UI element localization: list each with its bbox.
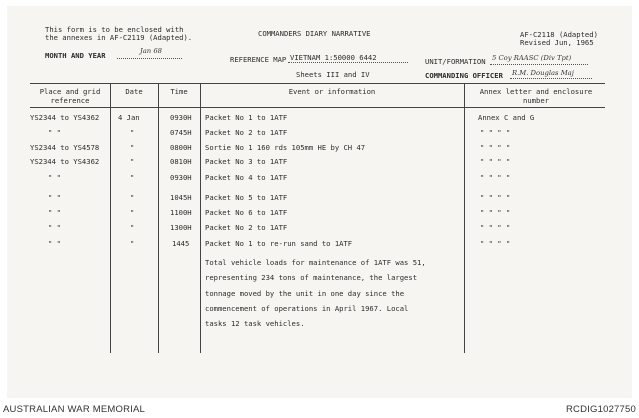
col-header-time: Time	[170, 87, 188, 96]
row-place: " "	[48, 173, 61, 182]
row-time: 0745H	[170, 128, 192, 137]
narrative-line: representing 234 tons of maintenance, the largest	[205, 273, 418, 282]
row-place: " "	[48, 193, 61, 202]
col-divider-1	[110, 83, 111, 353]
row-annex: " " " "	[480, 157, 511, 166]
row-date: "	[130, 128, 135, 137]
row-event: Packet No 2 to 1ATF	[205, 128, 288, 137]
row-annex: " " " "	[480, 128, 511, 137]
form-title: COMMANDERS DIARY NARRATIVE	[258, 29, 371, 38]
reference-map-dots	[288, 62, 408, 63]
row-date: "	[130, 157, 135, 166]
month-year-value: Jan 68	[140, 47, 162, 55]
col-divider-2	[158, 83, 159, 353]
col-divider-4	[464, 83, 465, 353]
row-place: YS2344 to YS4578	[30, 143, 100, 152]
narrative-line: Total vehicle loads for maintenance of 1ATF was 51,	[205, 258, 426, 267]
row-date: "	[130, 223, 135, 232]
footer-archive-name: AUSTRALIAN WAR MEMORIAL	[3, 404, 146, 415]
month-year-label: MONTH AND YEAR	[45, 51, 106, 60]
row-time: 1100H	[170, 208, 192, 217]
row-annex: " " " "	[480, 193, 511, 202]
row-place: " "	[48, 239, 61, 248]
row-event: Packet No 1 to 1ATF	[205, 113, 288, 122]
narrative-line: tonnage moved by the unit in one day since the	[205, 289, 405, 298]
narrative-line: commencement of operations in April 1967. Local	[205, 304, 409, 313]
co-dots	[510, 78, 592, 79]
col-header-event: Event or information	[288, 87, 376, 96]
month-year-dots	[117, 58, 182, 59]
row-event: Packet No 4 to 1ATF	[205, 173, 288, 182]
unit-dots	[490, 64, 588, 65]
row-event: Packet No 2 to 1ATF	[205, 223, 288, 232]
row-place: YS2344 to YS4362	[30, 113, 100, 122]
row-event: Packet No 3 to 1ATF	[205, 157, 288, 166]
row-time: 1045H	[170, 193, 192, 202]
row-place: " "	[48, 208, 61, 217]
narrative-line: tasks 12 task vehicles.	[205, 319, 305, 328]
footer-record-id: RCDIG1027750	[566, 404, 636, 415]
row-annex: " " " "	[480, 239, 511, 248]
row-time: 0930H	[170, 173, 192, 182]
co-label: COMMANDING OFFICER	[425, 71, 503, 80]
col-header-date: Date	[125, 87, 143, 96]
form-revised: Revised Jun, 1965	[520, 38, 594, 47]
row-time: 0930H	[170, 113, 192, 122]
col-divider-3	[200, 83, 201, 353]
row-event: Packet No 6 to 1ATF	[205, 208, 288, 217]
col-header-annex: Annex letter and enclosure number	[479, 87, 593, 105]
reference-map-value: VIETNAM 1:50000 6442	[290, 53, 377, 62]
row-date: "	[130, 143, 135, 152]
row-time: 0800H	[170, 143, 192, 152]
form-note-line-2: the annexes in AF-C2119 (Adapted).	[45, 33, 193, 42]
co-value: R.M. Douglas Maj	[512, 69, 574, 77]
row-event: Packet No 5 to 1ATF	[205, 193, 288, 202]
reference-map-label: REFERENCE MAP	[230, 55, 287, 64]
sheets: Sheets III and IV	[296, 70, 370, 79]
row-place: " "	[48, 128, 61, 137]
col-header-place: Place and grid reference	[39, 87, 101, 105]
row-event: Sortie No 1 160 rds 105mm HE by CH 47	[205, 143, 366, 152]
row-time: 1300H	[170, 223, 192, 232]
row-date: "	[130, 173, 135, 182]
row-time: 0810H	[170, 157, 192, 166]
row-place: " "	[48, 223, 61, 232]
row-annex: Annex C and G	[478, 113, 535, 122]
row-time: 1445	[172, 239, 190, 248]
table-top-rule	[30, 83, 605, 84]
table-header-rule	[30, 107, 605, 108]
form-id: AF-C2118 (Adapted)	[520, 30, 598, 39]
row-place: YS2344 to YS4362	[30, 157, 100, 166]
row-date: "	[130, 193, 135, 202]
row-annex: " " " "	[480, 223, 511, 232]
unit-value: 5 Coy RAASC (Div Tpt)	[492, 54, 572, 62]
row-event: Packet No 1 to re-run sand to 1ATF	[205, 239, 353, 248]
row-annex: " " " "	[480, 173, 511, 182]
row-date: "	[130, 208, 135, 217]
row-date: "	[130, 239, 135, 248]
unit-label: UNIT/FORMATION	[425, 57, 486, 66]
row-date: 4 Jan	[118, 113, 140, 122]
form-note-line-1: This form is to be enclosed with	[45, 25, 184, 34]
row-annex: " " " "	[480, 143, 511, 152]
row-annex: " " " "	[480, 208, 511, 217]
